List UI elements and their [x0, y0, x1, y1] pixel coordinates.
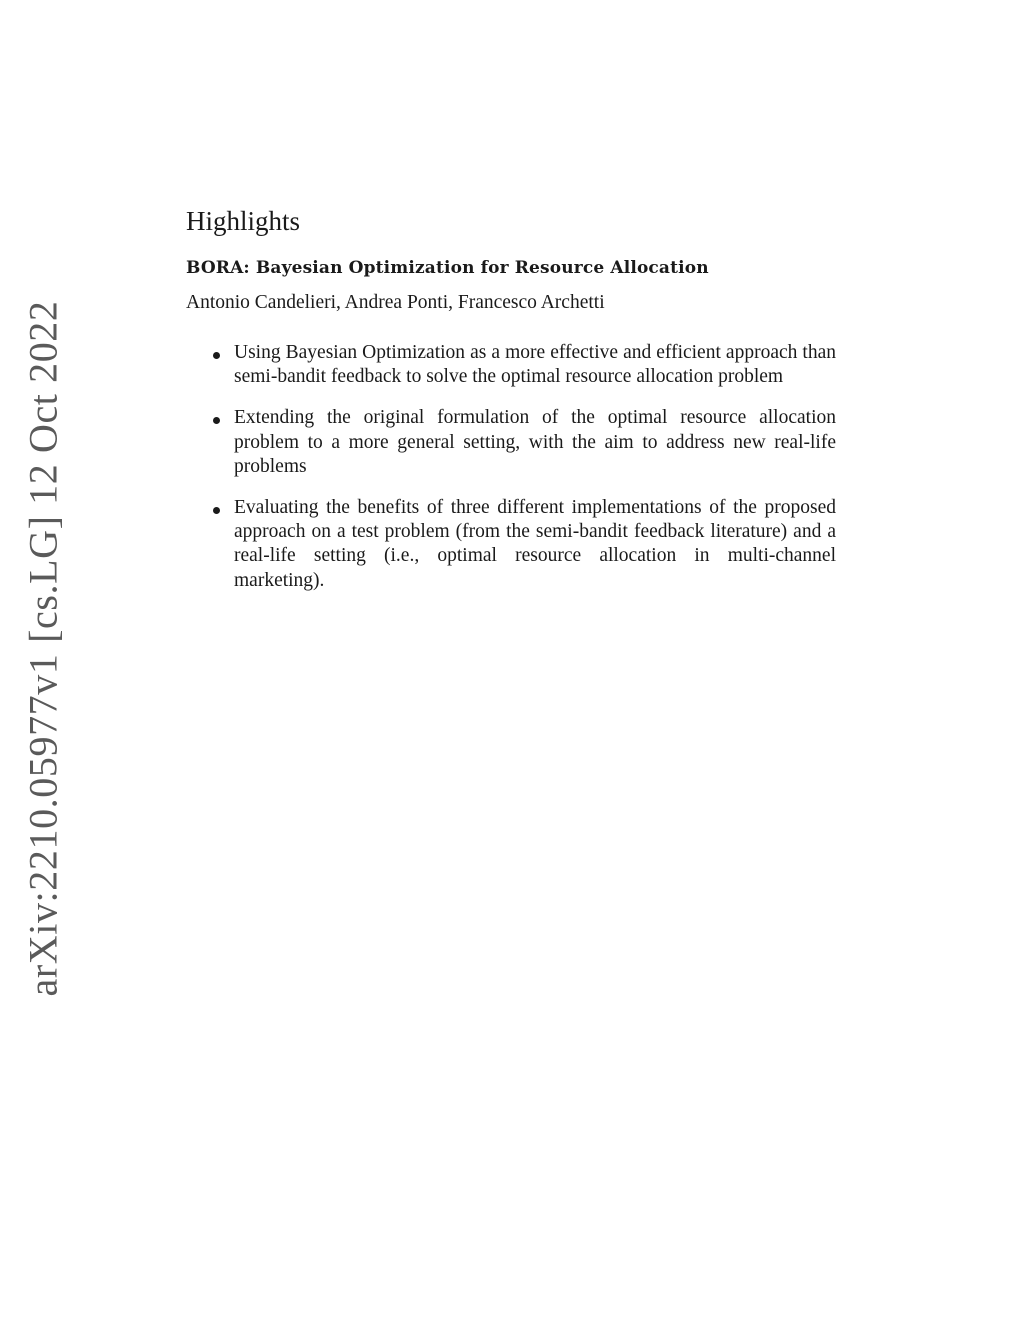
highlight-text: Using Bayesian Optimization as a more effective and efficient approach than semi-bandit feedback to solve the optimal resource allocation problem	[234, 342, 836, 388]
arxiv-identifier: arXiv:2210.05977v1 [cs.LG] 12 Oct 2022	[20, 299, 66, 997]
highlight-text: Extending the original formulation of the optimal resource allocation problem to a more general setting, with the aim to address new real-life problems	[234, 407, 836, 477]
highlight-text: Evaluating the benefits of three different implementations of the proposed approach on a test problem (from the semi-bandit feedback literature) and a real-life setting (i.e., optimal resource allocation in multi-channel marketing).	[234, 497, 836, 591]
arxiv-side-stamp	[20, 299, 66, 997]
highlights-heading: Highlights	[186, 206, 301, 236]
author-list: Antonio Candelieri, Andrea Ponti, Francesco Archetti	[186, 292, 605, 313]
highlights-list	[213, 341, 836, 610]
highlight-item	[213, 406, 836, 479]
highlight-item	[213, 496, 836, 593]
bullet-dot-icon	[213, 417, 220, 424]
bullet-dot-icon	[213, 352, 220, 359]
highlight-item	[213, 341, 836, 389]
paper-title: BORA: Bayesian Optimization for Resource Allocation	[186, 258, 709, 278]
bullet-dot-icon	[213, 507, 220, 514]
